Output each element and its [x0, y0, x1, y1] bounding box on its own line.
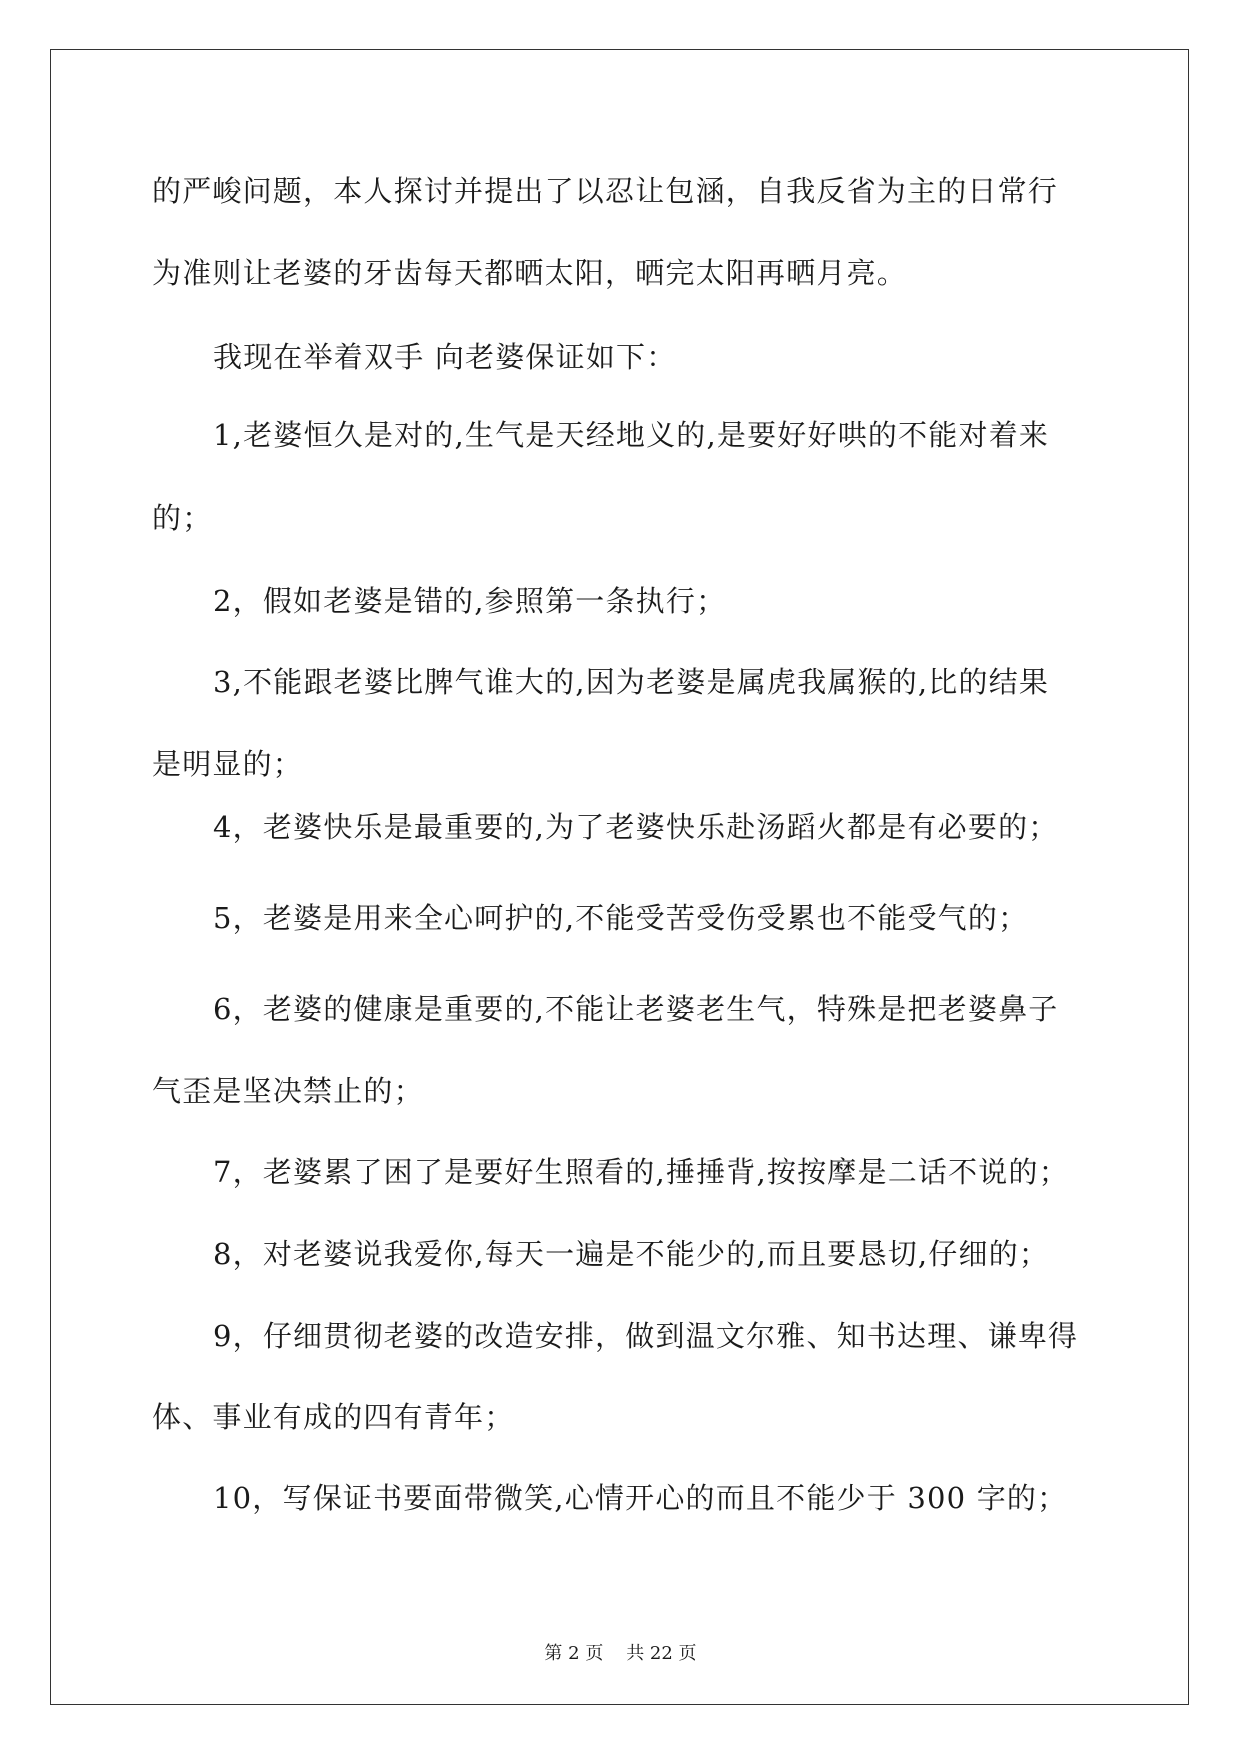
text-line: 2，假如老婆是错的,参照第一条执行； [213, 584, 727, 618]
text-line: 体、事业有成的四有青年； [152, 1400, 515, 1434]
page-number: 第 2 页 共 22 页 [544, 1643, 697, 1664]
text-line: 6，老婆的健康是重要的,不能让老婆老生气，特殊是把老婆鼻子 [213, 992, 1059, 1026]
text-line: 7，老婆累了困了是要好生照看的,捶捶背,按按摩是二话不说的； [213, 1155, 1069, 1189]
text-line: 的严峻问题，本人探讨并提出了以忍让包涵，自我反省为主的日常行 [152, 174, 1059, 208]
text-line: 4，老婆快乐是最重要的,为了老婆快乐赴汤蹈火都是有必要的； [213, 810, 1059, 844]
text-line: 10，写保证书要面带微笑,心情开心的而且不能少于 300 字的； [213, 1481, 1068, 1515]
text-line: 为准则让老婆的牙齿每天都晒太阳，晒完太阳再晒月亮。 [152, 256, 908, 290]
text-line: 9，仔细贯彻老婆的改造安排，做到温文尔雅、知书达理、谦卑得 [213, 1319, 1079, 1353]
text-line: 8，对老婆说我爱你,每天一遍是不能少的,而且要恳切,仔细的； [213, 1237, 1050, 1271]
text-line: 5，老婆是用来全心呵护的,不能受苦受伤受累也不能受气的； [213, 901, 1029, 935]
text-line: 的； [152, 501, 213, 535]
text-line: 3,不能跟老婆比脾气谁大的,因为老婆是属虎我属猴的,比的结果 [213, 665, 1050, 699]
text-line: 是明显的； [152, 747, 304, 781]
page-footer [0, 1642, 1241, 1666]
text-line: 我现在举着双手 向老婆保证如下： [213, 340, 677, 374]
page-border [50, 49, 1189, 1705]
text-line: 气歪是坚决禁止的； [152, 1074, 424, 1108]
text-line: 1,老婆恒久是对的,生气是天经地义的,是要好好哄的不能对着来 [213, 418, 1050, 452]
